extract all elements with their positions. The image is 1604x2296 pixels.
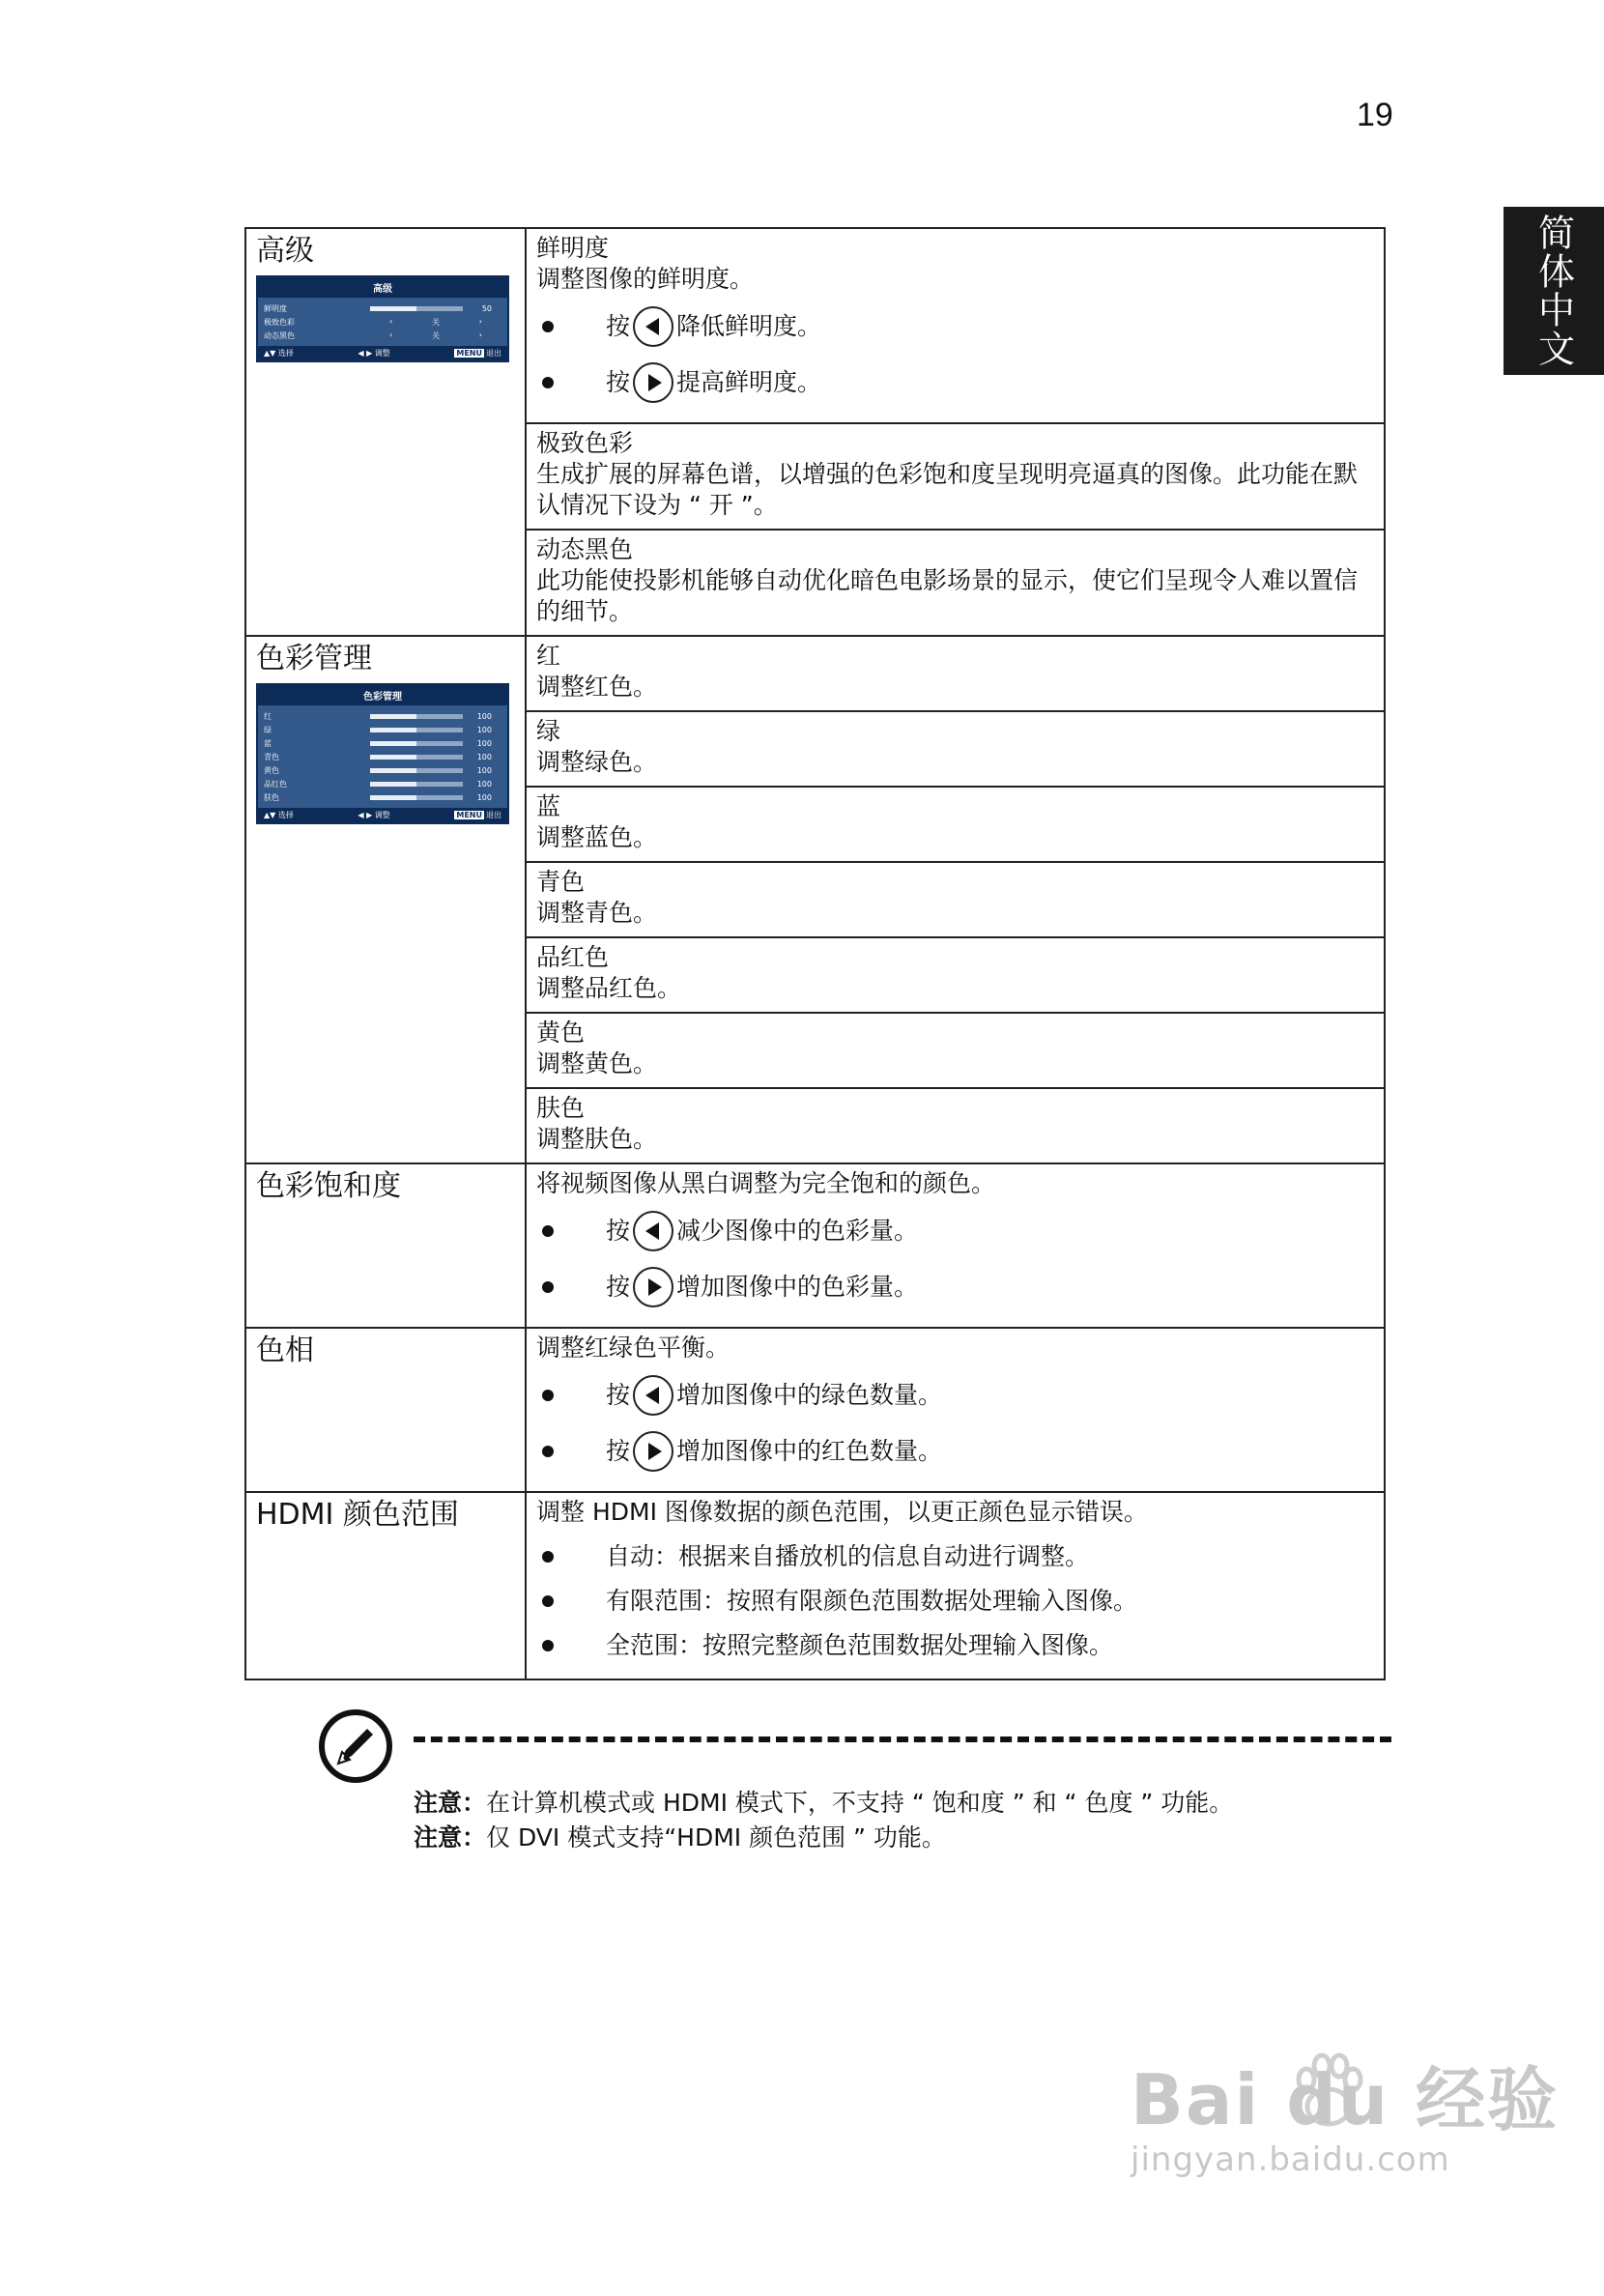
bullet-text: 自动：根据来自播放机的信息自动进行调整。 bbox=[606, 1542, 1090, 1570]
note-divider bbox=[414, 1736, 1391, 1742]
osd-footer bbox=[258, 346, 507, 360]
osd-slider bbox=[370, 741, 463, 746]
osd-item-name: 肤色 bbox=[264, 792, 279, 802]
osd-slider bbox=[370, 768, 463, 773]
osd-selector: ‹ 关 › bbox=[389, 330, 482, 340]
osd-slider-fill bbox=[370, 782, 416, 787]
bullet-icon bbox=[542, 1390, 554, 1401]
osd-item-value: 100 bbox=[476, 711, 492, 721]
row-description-cell bbox=[526, 1328, 1385, 1492]
list-item bbox=[536, 1263, 1374, 1311]
right-arrow-button-icon bbox=[633, 1431, 673, 1472]
osd-slider-fill bbox=[370, 795, 416, 800]
item-description: 调整黄色。 bbox=[536, 1049, 658, 1077]
bullet-prefix: 按 bbox=[606, 1437, 631, 1465]
list-item bbox=[536, 1427, 1374, 1476]
osd-slider-fill bbox=[370, 768, 416, 773]
osd-menu-key: MENU bbox=[456, 349, 482, 358]
settings-table bbox=[244, 227, 1386, 1680]
table-row bbox=[245, 1163, 1385, 1328]
row-label-cell bbox=[245, 1328, 526, 1492]
note-label: 注意： bbox=[414, 1823, 487, 1851]
osd-slider bbox=[370, 714, 463, 719]
bullet-list bbox=[536, 1541, 1374, 1661]
osd-slider bbox=[370, 755, 463, 760]
page-number: 19 bbox=[1357, 97, 1393, 133]
list-item bbox=[536, 1207, 1374, 1255]
row-label: 色彩饱和度 bbox=[256, 1169, 401, 1203]
table-row bbox=[245, 228, 1385, 423]
osd-item-name: 黄色 bbox=[264, 765, 279, 775]
osd-foot-adjust: ◀ ▶ 调整 bbox=[358, 811, 390, 819]
osd-item-value: 100 bbox=[476, 752, 492, 761]
osd-row bbox=[264, 777, 501, 790]
item-description: 调整蓝色。 bbox=[536, 823, 658, 851]
item-title: 黄色 bbox=[536, 1019, 586, 1047]
note-label: 注意： bbox=[414, 1789, 487, 1817]
osd-item-name: 鲜明度 bbox=[264, 303, 287, 313]
bullet-text: 增加图像中的红色数量。 bbox=[676, 1437, 943, 1465]
watermark-brand: Bai du 经验 bbox=[1131, 2059, 1560, 2140]
row-label: 色相 bbox=[256, 1334, 314, 1367]
left-arrow-button-icon bbox=[633, 1211, 673, 1251]
osd-item-name: 品红色 bbox=[264, 779, 287, 789]
language-tab-label: 简体中文 bbox=[1532, 214, 1575, 368]
right-arrow-button-icon bbox=[633, 362, 673, 403]
osd-slider-fill bbox=[370, 755, 416, 760]
item-description: 生成扩展的屏幕色谱，以增强的色彩饱和度呈现明亮逼真的图像。此功能在默认情况下设为 “ 开 ”。 bbox=[536, 460, 1359, 519]
item-description: 调整红绿色平衡。 bbox=[536, 1334, 730, 1362]
osd-row bbox=[264, 329, 501, 342]
note-text bbox=[414, 1786, 1233, 1855]
bullet-icon bbox=[542, 1595, 554, 1607]
osd-item-setting: 关 bbox=[432, 317, 440, 327]
row-description-cell bbox=[526, 1163, 1385, 1328]
row-description-cell bbox=[526, 711, 1385, 787]
osd-title: 色彩管理 bbox=[258, 685, 507, 705]
osd-item-name: 蓝 bbox=[264, 738, 272, 748]
bullet-icon bbox=[542, 377, 554, 388]
bullet-text: 增加图像中的绿色数量。 bbox=[676, 1381, 943, 1409]
left-arrow-button-icon bbox=[633, 306, 673, 347]
row-label-cell bbox=[245, 1163, 526, 1328]
bullet-text: 有限范围：按照有限颜色范围数据处理输入图像。 bbox=[606, 1587, 1138, 1615]
osd-foot-select: ▲▼ 选择 bbox=[264, 811, 294, 819]
item-description: 调整 HDMI 图像数据的颜色范围，以更正颜色显示错误。 bbox=[536, 1498, 1148, 1526]
osd-title: 高级 bbox=[258, 277, 507, 298]
right-arrow-button-icon bbox=[633, 1267, 673, 1307]
osd-item-name: 绿 bbox=[264, 725, 272, 734]
osd-slider bbox=[370, 728, 463, 732]
list-item bbox=[536, 359, 1374, 407]
osd-item-name: 红 bbox=[264, 711, 272, 721]
list-item bbox=[536, 1371, 1374, 1420]
bullet-icon bbox=[542, 1225, 554, 1237]
bullet-text: 提高鲜明度。 bbox=[676, 368, 822, 396]
note-pen-icon bbox=[317, 1708, 394, 1785]
note-body: 在计算机模式或 HDMI 模式下，不支持 “ 饱和度 ” 和 “ 色度 ” 功能。 bbox=[486, 1789, 1234, 1817]
osd-row bbox=[264, 301, 501, 315]
item-title: 鲜明度 bbox=[536, 234, 610, 262]
bullet-list bbox=[536, 1371, 1374, 1476]
osd-slider bbox=[370, 795, 463, 800]
item-title: 青色 bbox=[536, 868, 586, 896]
osd-item-setting: 关 bbox=[432, 330, 440, 340]
osd-item-value: 100 bbox=[476, 792, 492, 802]
bullet-icon bbox=[542, 1640, 554, 1651]
item-title: 品红色 bbox=[536, 943, 610, 971]
row-label-cell bbox=[245, 1492, 526, 1679]
item-description: 将视频图像从黑白调整为完全饱和的颜色。 bbox=[536, 1169, 996, 1197]
item-title: 极致色彩 bbox=[536, 429, 634, 457]
item-title: 蓝 bbox=[536, 792, 561, 820]
list-item bbox=[536, 1586, 1374, 1617]
watermark bbox=[1131, 2044, 1559, 2179]
osd-row bbox=[264, 736, 501, 750]
row-description-cell bbox=[526, 1088, 1385, 1163]
item-description: 调整品红色。 bbox=[536, 974, 682, 1002]
osd-menu-key: MENU bbox=[456, 811, 482, 819]
item-title: 绿 bbox=[536, 717, 561, 745]
bullet-prefix: 按 bbox=[606, 368, 631, 396]
row-label: 色彩管理 bbox=[256, 642, 372, 675]
osd-foot-select: ▲▼ 选择 bbox=[264, 349, 294, 358]
item-description: 调整青色。 bbox=[536, 899, 658, 927]
osd-item-value: 100 bbox=[476, 738, 492, 748]
osd-item-value: 50 bbox=[481, 303, 492, 313]
bullet-prefix: 按 bbox=[606, 1217, 631, 1245]
osd-item-name: 青色 bbox=[264, 752, 279, 761]
osd-selector: ‹ 关 › bbox=[389, 316, 482, 327]
row-label-cell bbox=[245, 636, 526, 1163]
osd-row bbox=[264, 790, 501, 804]
osd-item-value: 100 bbox=[476, 779, 492, 789]
item-description: 此功能使投影机能够自动优化暗色电影场景的显示，使它们呈现令人难以置信的细节。 bbox=[536, 566, 1359, 625]
item-description: 调整肤色。 bbox=[536, 1125, 658, 1153]
osd-menu-thumbnail bbox=[256, 683, 509, 824]
item-title: 肤色 bbox=[536, 1094, 586, 1122]
bullet-icon bbox=[542, 1281, 554, 1293]
bullet-prefix: 按 bbox=[606, 1381, 631, 1409]
item-description: 调整红色。 bbox=[536, 673, 658, 701]
osd-slider-fill bbox=[370, 728, 416, 732]
osd-row bbox=[264, 723, 501, 736]
osd-item-value: 100 bbox=[476, 765, 492, 775]
bullet-list bbox=[536, 1207, 1374, 1311]
language-tab bbox=[1504, 207, 1604, 375]
row-description-cell bbox=[526, 862, 1385, 937]
row-description-cell bbox=[526, 1013, 1385, 1088]
osd-slider-fill bbox=[370, 741, 416, 746]
table-row bbox=[245, 1328, 1385, 1492]
osd-slider bbox=[370, 306, 463, 311]
bullet-text: 降低鲜明度。 bbox=[676, 312, 822, 340]
row-description-cell bbox=[526, 530, 1385, 636]
osd-row bbox=[264, 763, 501, 777]
row-description-cell bbox=[526, 423, 1385, 530]
row-label: HDMI 颜色范围 bbox=[256, 1498, 459, 1532]
item-title: 动态黑色 bbox=[536, 535, 634, 563]
osd-row bbox=[264, 709, 501, 723]
osd-item-name: 动态黑色 bbox=[264, 330, 295, 340]
row-label-cell bbox=[245, 228, 526, 636]
osd-row bbox=[264, 750, 501, 763]
row-description-cell bbox=[526, 228, 1385, 423]
row-description-cell bbox=[526, 787, 1385, 862]
bullet-text: 增加图像中的色彩量。 bbox=[676, 1273, 919, 1301]
note-body: 仅 DVI 模式支持“HDMI 颜色范围 ” 功能。 bbox=[486, 1823, 946, 1851]
note-line bbox=[414, 1786, 1233, 1821]
osd-foot-exit: 退出 bbox=[486, 811, 501, 819]
osd-slider-fill bbox=[370, 306, 416, 311]
osd-foot-exit: 退出 bbox=[486, 349, 501, 358]
table-row bbox=[245, 1492, 1385, 1679]
bullet-text: 减少图像中的色彩量。 bbox=[676, 1217, 919, 1245]
osd-item-value: 100 bbox=[476, 725, 492, 734]
osd-slider-fill bbox=[370, 714, 416, 719]
osd-menu-thumbnail bbox=[256, 275, 509, 362]
bullet-text: 全范围：按照完整颜色范围数据处理输入图像。 bbox=[606, 1631, 1114, 1659]
bullet-icon bbox=[542, 1551, 554, 1563]
osd-foot-adjust: ◀ ▶ 调整 bbox=[358, 349, 390, 358]
list-item bbox=[536, 1630, 1374, 1661]
row-label: 高级 bbox=[256, 234, 314, 268]
bullet-list bbox=[536, 302, 1374, 407]
osd-footer bbox=[258, 808, 507, 822]
item-description: 调整图像的鲜明度。 bbox=[536, 265, 755, 293]
list-item bbox=[536, 302, 1374, 351]
item-description: 调整绿色。 bbox=[536, 748, 658, 776]
osd-slider bbox=[370, 782, 463, 787]
bullet-icon bbox=[542, 1446, 554, 1457]
item-title: 红 bbox=[536, 642, 561, 670]
row-description-cell bbox=[526, 636, 1385, 711]
bullet-prefix: 按 bbox=[606, 1273, 631, 1301]
watermark-url: jingyan.baidu.com bbox=[1131, 2140, 1450, 2179]
note-line bbox=[414, 1821, 1233, 1855]
osd-row bbox=[264, 315, 501, 329]
bullet-prefix: 按 bbox=[606, 312, 631, 340]
list-item bbox=[536, 1541, 1374, 1572]
osd-item-name: 极致色彩 bbox=[264, 317, 295, 327]
table-row bbox=[245, 636, 1385, 711]
row-description-cell bbox=[526, 1492, 1385, 1679]
left-arrow-button-icon bbox=[633, 1375, 673, 1416]
bullet-icon bbox=[542, 321, 554, 332]
row-description-cell bbox=[526, 937, 1385, 1013]
